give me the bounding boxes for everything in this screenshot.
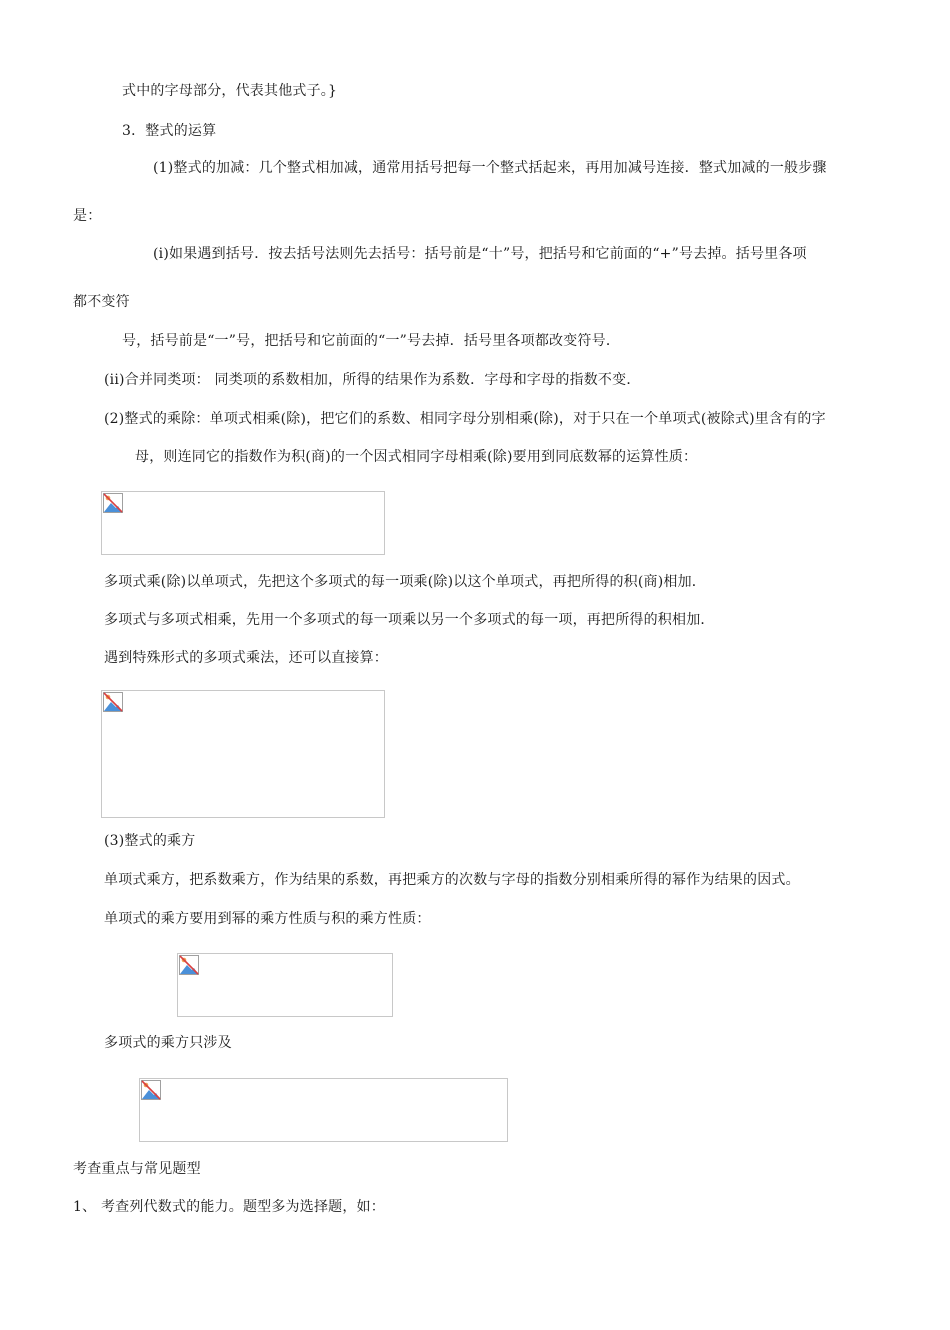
text-line: (1)整式的加减：几个整式相加减，通常用括号把每一个整式括起来，再用加减号连接．整式加减的一般步骤 — [153, 160, 827, 176]
text-line: 是： — [73, 208, 102, 224]
text-line: 1、 考查列代数式的能力。题型多为选择题，如： — [73, 1199, 385, 1215]
text-line: 式中的字母部分，代表其他式子。} — [122, 83, 338, 99]
section-heading: (3)整式的乘方 — [104, 833, 196, 849]
broken-image-icon — [179, 955, 199, 975]
text-line: 多项式乘(除)以单项式，先把这个多项式的每一项乘(除)以这个单项式，再把所得的积(商)相加． — [104, 574, 706, 590]
text-line: (i)如果遇到括号．按去括号法则先去括号：括号前是“十”号，把括号和它前面的“+”号去掉。括号里各项 — [153, 246, 807, 262]
text-line: 都不变符 — [73, 294, 130, 310]
section-heading: 3．整式的运算 — [122, 123, 217, 139]
text-line: 母，则连同它的指数作为积(商)的一个因式相同字母相乘(除)要用到同底数幂的运算性质： — [135, 449, 698, 465]
broken-image-icon — [141, 1080, 161, 1100]
text-line: 单项式乘方，把系数乘方，作为结果的系数，再把乘方的次数与字母的指数分别相乘所得的幂作为结果的因式。 — [104, 872, 800, 888]
text-line: 单项式的乘方要用到幂的乘方性质与积的乘方性质： — [104, 911, 431, 927]
text-line: 号，括号前是“一”号，把括号和它前面的“一”号去掉．括号里各项都改变符号． — [122, 333, 621, 349]
text-line: (2)整式的乘除：单项式相乘(除)，把它们的系数、相同字母分别相乘(除)，对于只在一个单项式(被除式)里含有的字 — [104, 411, 826, 427]
broken-image-icon — [103, 493, 123, 513]
text-line: (ii)合并同类项： 同类项的系数相加，所得的结果作为系数．字母和字母的指数不变． — [104, 372, 641, 388]
broken-image-icon — [103, 692, 123, 712]
formula-image — [101, 690, 385, 818]
text-line: 多项式的乘方只涉及 — [104, 1035, 232, 1051]
text-line: 多项式与多项式相乘，先用一个多项式的每一项乘以另一个多项式的每一项，再把所得的积相加． — [104, 612, 715, 628]
section-heading: 考查重点与常见题型 — [73, 1161, 201, 1177]
text-line: 遇到特殊形式的多项式乘法，还可以直接算： — [104, 650, 388, 666]
formula-image — [139, 1078, 508, 1142]
formula-image — [101, 491, 385, 555]
formula-image — [177, 953, 393, 1017]
